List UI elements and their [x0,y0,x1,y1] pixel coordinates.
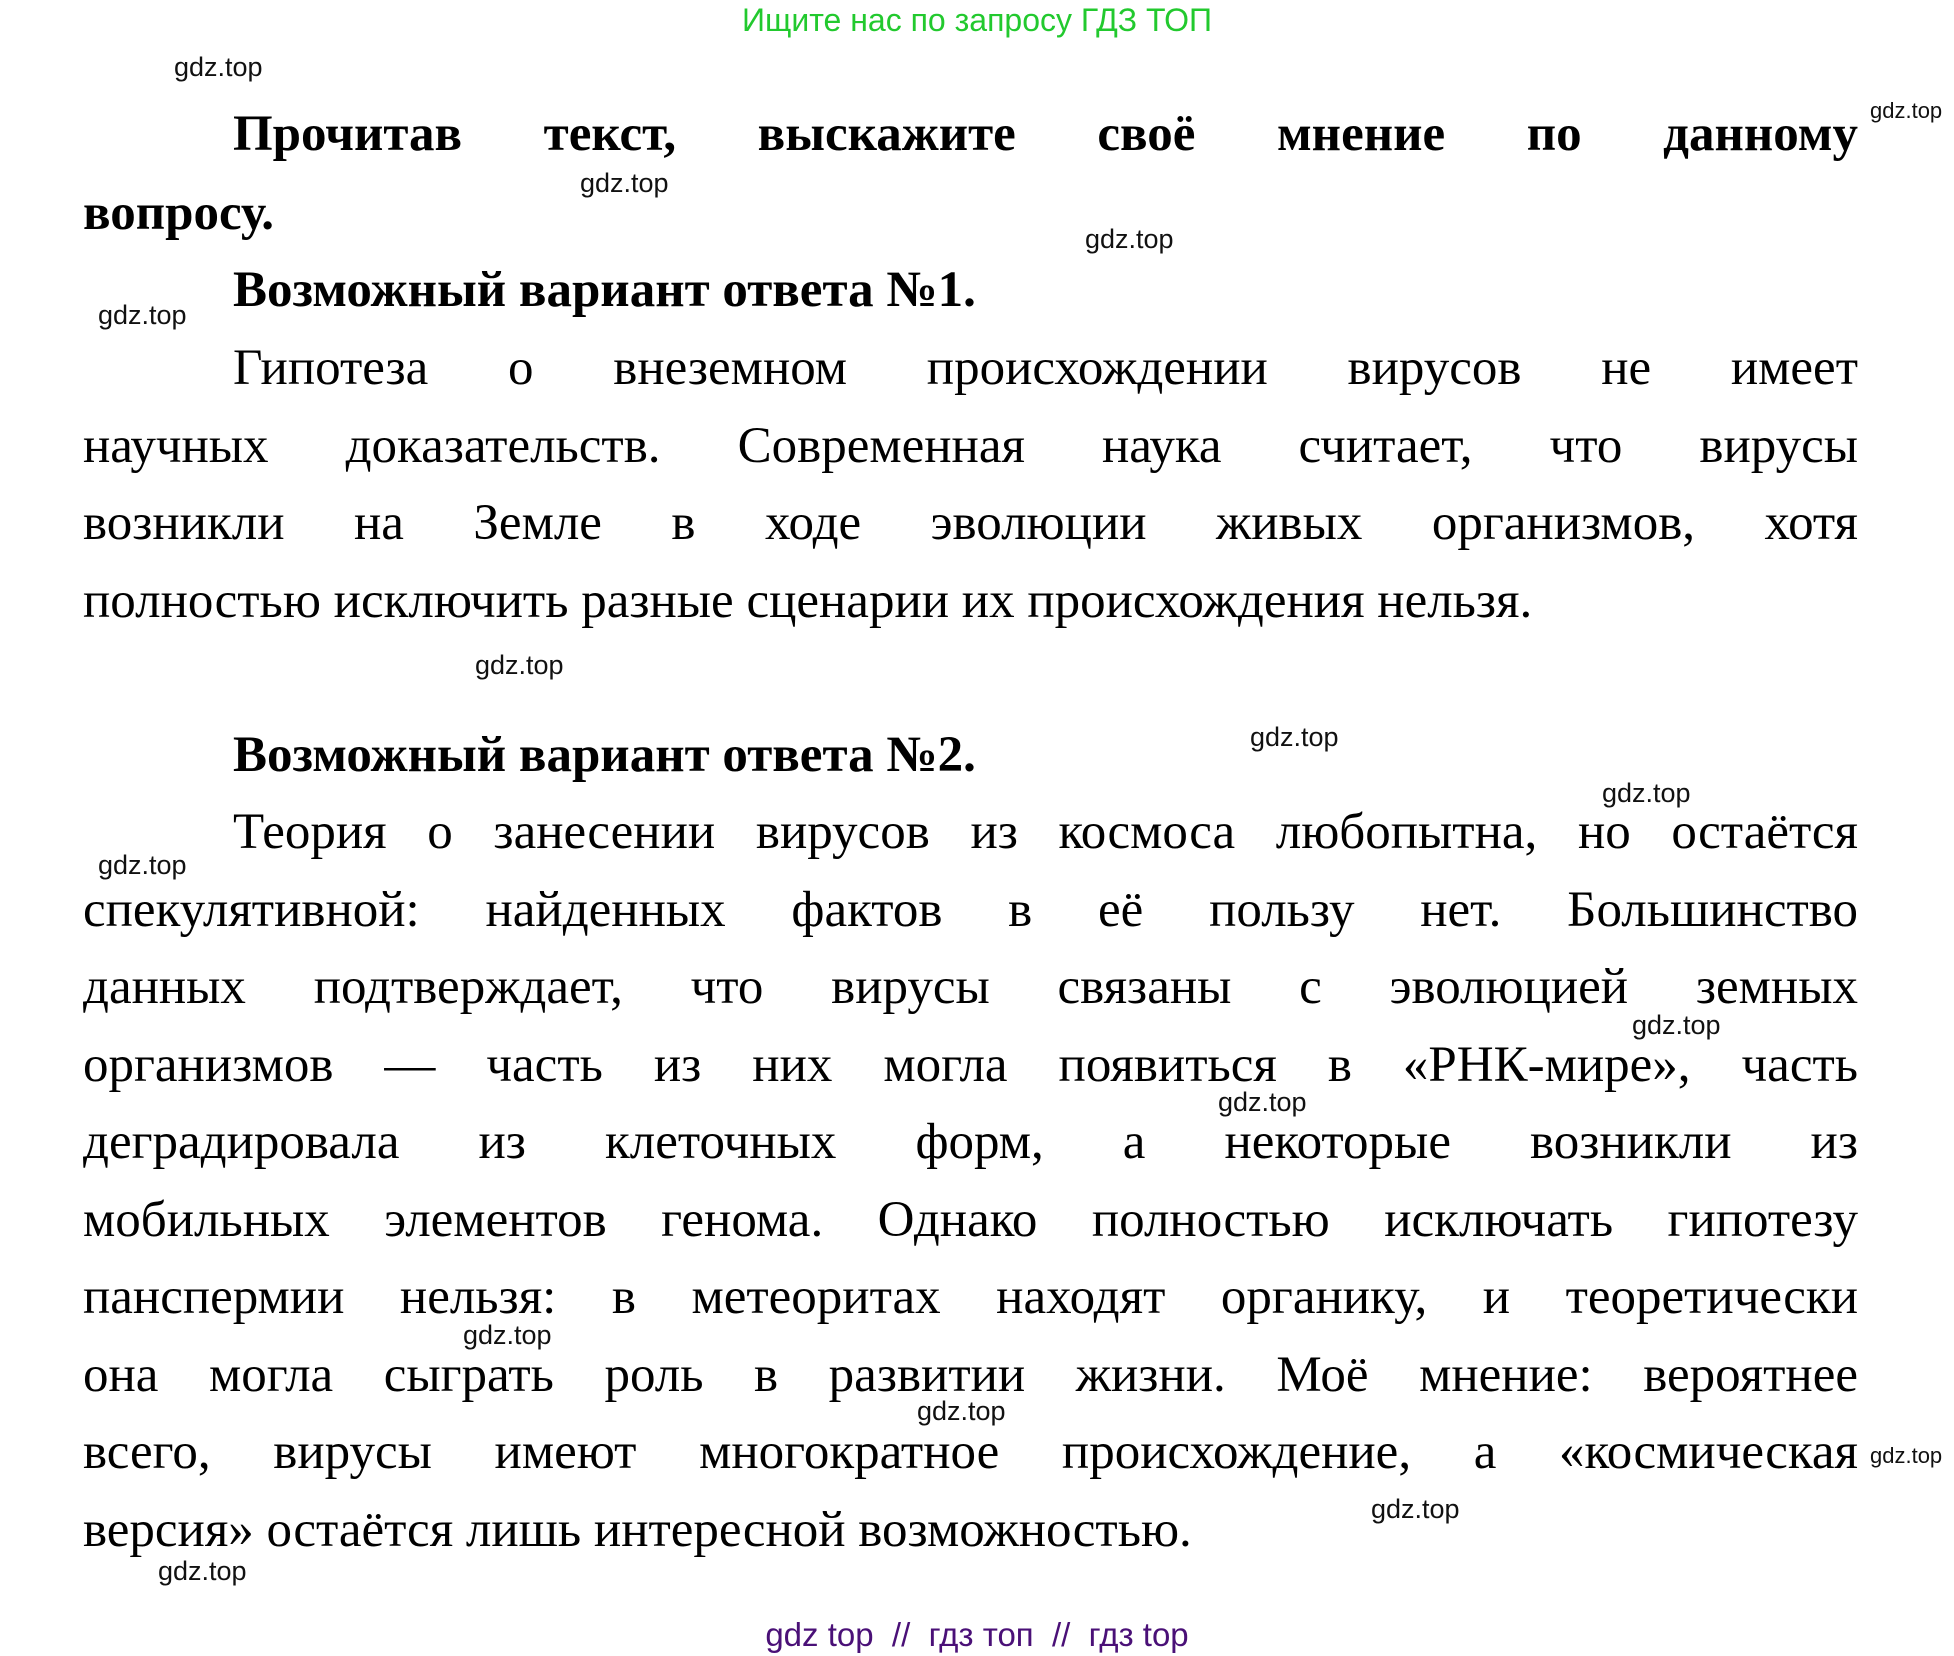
watermark: gdz.top [174,52,263,82]
watermark: gdz.top [1870,98,1943,123]
answer-1-line: Гипотеза о внеземном происхождении вирусов не имеет [233,340,1858,396]
watermark: gdz.top [463,1320,552,1350]
answer-2-heading: Возможный вариант ответа №2. [233,727,976,783]
footer-links: gdz top // гдз топ // гдз top [765,1616,1189,1653]
watermark: gdz.top [580,168,669,198]
answer-1-line: научных доказательств. Современная наука считает, что вирусы [83,418,1858,474]
watermark: gdz.top [475,650,564,680]
search-banner: Ищите нас по запросу ГДЗ ТОП [742,2,1212,38]
answer-2-line: она могла сыграть роль в развитии жизни. Моё мнение: вероятнее [83,1347,1858,1403]
watermark: gdz.top [1218,1087,1307,1117]
answer-2-line: данных подтверждает, что вирусы связаны с эволюцией земных [83,959,1858,1015]
answer-2-line: спекулятивной: найденных фактов в её пользу нет. Большинство [83,882,1858,938]
watermark: gdz.top [158,1556,247,1586]
watermark: gdz.top [1632,1010,1721,1040]
watermark: gdz.top [1602,778,1691,808]
answer-2-line: Теория о занесении вирусов из космоса любопытна, но остаётся [233,804,1858,860]
watermark: gdz.top [917,1396,1006,1426]
answer-2-line: мобильных элементов генома. Однако полностью исключать гипотезу [83,1192,1858,1248]
watermark: gdz.top [1250,722,1339,752]
task-prompt-line-2: вопросу. [83,185,275,241]
answer-1-line: полностью исключить разные сценарии их происхождения нельзя. [83,573,1533,629]
answer-2-line: всего, вирусы имеют многократное происхождение, а «космическая [83,1424,1858,1480]
answer-2-line: версия» остаётся лишь интересной возможностью. [83,1502,1192,1558]
watermark: gdz.top [98,850,187,880]
answer-2-line: панспермии нельзя: в метеоритах находят органику, и теоретически [83,1269,1858,1325]
task-prompt-line-1: Прочитав текст, выскажите своё мнение по данному [233,106,1858,162]
watermark: gdz.top [1870,1443,1943,1468]
watermark: gdz.top [1085,224,1174,254]
watermark: gdz.top [98,300,187,330]
answer-1-line: возникли на Земле в ходе эволюции живых организмов, хотя [83,495,1858,551]
answer-2-line: организмов — часть из них могла появиться в «РНК-мире», часть [83,1037,1858,1093]
answer-1-heading: Возможный вариант ответа №1. [233,262,976,318]
watermark: gdz.top [1371,1494,1460,1524]
answer-2-line: деградировала из клеточных форм, а некоторые возникли из [83,1114,1858,1170]
